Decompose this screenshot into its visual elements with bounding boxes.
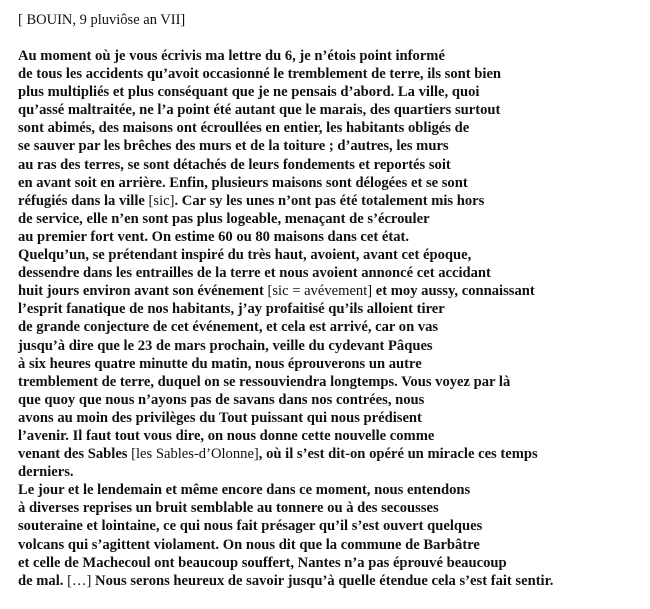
text-line: [18, 337, 646, 355]
text-line: [18, 282, 646, 300]
text-line: [18, 156, 646, 174]
text-line: [18, 246, 646, 264]
text-line: [18, 427, 646, 445]
text-segment: l’avenir. Il faut tout vous dire, on nous donne cette nouvelle comme: [18, 427, 435, 444]
text-line: [18, 264, 646, 282]
text-segment: que quoy que nous n’ayons pas de savans dans nos contrées, nous: [18, 391, 425, 408]
text-line: [18, 210, 646, 228]
text-segment: huit jours environ avant son événement: [18, 283, 268, 300]
text-line: [18, 463, 646, 481]
text-line: [18, 536, 646, 554]
text-line: [18, 300, 646, 318]
letter-body: [18, 47, 646, 590]
text-line: [18, 373, 646, 391]
text-segment: venant des Sables: [18, 446, 132, 463]
text-line: [18, 409, 646, 427]
text-segment: de service, elle n’en sont pas plus logeable, menaçant de s’écrouler: [18, 210, 430, 227]
text-segment: sont abimés, des maisons ont écroullées en entier, les habitants obligés de: [18, 120, 470, 137]
text-segment: réfugiés dans la ville: [18, 192, 149, 209]
text-segment: jusqu’à dire que le 23 de mars prochain, veille du cydevant Pâques: [18, 337, 433, 354]
text-line: [18, 554, 646, 572]
text-line: [18, 101, 646, 119]
text-line: [18, 572, 646, 590]
text-segment: au ras des terres, se sont détachés de leurs fondements et reportés soit: [18, 156, 451, 173]
text-line: [18, 65, 646, 83]
text-segment: Au moment où je vous écrivis ma lettre du 6, je n’étois point informé: [18, 48, 445, 64]
letter-header: [ BOUIN, 9 pluviôse an VII]: [18, 12, 186, 28]
text-segment: Nous serons heureux de savoir jusqu’à quelle étendue cela s’est fait sentir.: [91, 572, 554, 589]
text-segment: tremblement de terre, duquel on se ressouviendra longtemps. Vous voyez par là: [18, 373, 511, 390]
text-segment: , où il s’est dit-on opéré un miracle ces temps: [258, 446, 538, 463]
text-line: [18, 318, 646, 336]
editorial-note: [les Sables-d’Olonne]: [131, 446, 259, 463]
text-line: [18, 228, 646, 246]
text-line: [18, 47, 646, 65]
text-segment: de tous les accidents qu’avoit occasionné le tremblement de terre, ils sont bien: [18, 66, 502, 83]
text-line: [18, 517, 646, 535]
text-segment: plus multipliés et plus conséquant que je ne pensais d’abord. La ville, quoi: [18, 84, 480, 101]
text-line: [18, 83, 646, 101]
text-segment: en avant soit en arrière. Enfin, plusieurs maisons sont délogées et se sont: [18, 174, 468, 191]
text-line: [18, 481, 646, 499]
text-segment: avons au moin des privilèges du Tout puissant qui nous prédisent: [18, 409, 422, 426]
text-segment: à six heures quatre minutte du matin, nous éprouverons un autre: [18, 355, 422, 372]
editorial-note: [sic]: [148, 192, 175, 209]
document-page: [18, 11, 646, 590]
text-segment: Le jour et le lendemain et même encore dans ce moment, nous entendons: [18, 482, 471, 499]
text-segment: au premier fort vent. On estime 60 ou 80 maisons dans cet état.: [18, 228, 410, 245]
text-segment: derniers.: [18, 464, 74, 481]
text-segment: . Car sy les unes n’ont pas été totalement mis hors: [174, 192, 485, 209]
editorial-note: [sic = avévement]: [267, 283, 373, 300]
text-segment: de mal.: [18, 572, 68, 589]
text-segment: l’esprit fanatique de nos habitants, j’ay profaitisé qu’ils alloient tirer: [18, 301, 445, 318]
text-line: [18, 499, 646, 517]
text-segment: et celle de Machecoul ont beaucoup souffert, Nantes n’a pas éprouvé beaucoup: [18, 554, 507, 571]
text-segment: se sauver par les brêches des murs et de la toiture ; d’autres, les murs: [18, 138, 449, 155]
text-segment: Quelqu’un, se prétendant inspiré du très haut, avoient, avant cet époque,: [18, 247, 472, 264]
text-segment: de grande conjecture de cet événement, et cela est arrivé, car on vas: [18, 319, 439, 336]
text-line: [18, 174, 646, 192]
text-line: [18, 119, 646, 137]
text-line: [18, 445, 646, 463]
text-segment: volcans qui s’agittent violament. On nous dit que la commune de Barbâtre: [18, 536, 480, 553]
text-segment: souteraine et lointaine, ce qui nous fait présager qu’il s’est ouvert quelques: [18, 518, 483, 535]
editorial-note: […]: [67, 572, 92, 589]
text-line: [18, 391, 646, 409]
text-segment: qu’assé maltraitée, ne l’a point été autant que le marais, des quartiers surtout: [18, 102, 501, 119]
text-segment: et moy aussy, connaissant: [372, 283, 535, 300]
text-line: [18, 355, 646, 373]
text-segment: dessendre dans les entrailles de la terre et nous avoient annoncé cet accidant: [18, 265, 491, 282]
text-segment: à diverses reprises un bruit semblable au tonnere ou à des secousses: [18, 500, 439, 517]
text-line: [18, 137, 646, 155]
text-line: [18, 192, 646, 210]
